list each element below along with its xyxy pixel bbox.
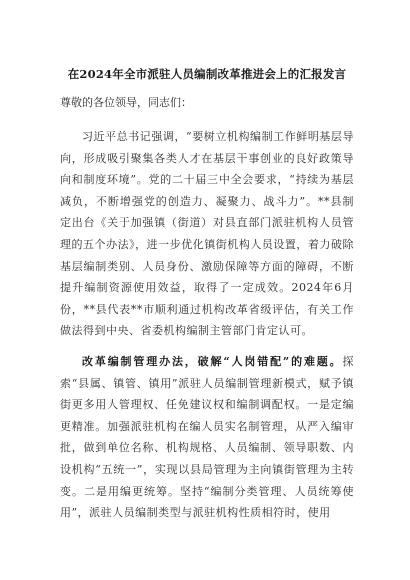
paragraph-intro (60, 126, 354, 342)
salutation: 尊敬的各位领导，同志们： (60, 96, 192, 109)
paragraph-lead-heading: 改革编制管理办法，破解“人岗错配”的难题。 (82, 354, 343, 368)
paragraph-reform (60, 351, 354, 524)
paragraph-body: 探索“县属、镇管、镇用”派驻人员编制管理新模式，赋予镇街更多用人管理权、任免建议权和编制调配权。一是定编更精准。加强派驻机构在编人员实名制管理，从严入编审批，做到单位名称、机构规格、人员编制、领导职数、内设机构“五统一”，实现以县局管理为主向镇街管理为主转变。二是用编更统筹。坚持“编制分类管理、人员统筹使用”，派驻人员编制类型与派驻机构性质相符时，使用 (60, 354, 354, 520)
paragraph-body: 习近平总书记强调，“要树立机构编制工作鲜明基层导向，形成吸引聚集各类人才在基层干事创业的良好政策导向和制度环境”。党的二十届三中全会要求，“持续为基层减负，不断增强党的创造力、凝聚力、战斗力”。**县制定出台《关于加强镇（街道）对县直部门派驻机构人员管理的五个办法》，进一步优化镇街机构人员设置，着力破除基层编制类别、人员身份、激励保障等方面的障碍，不断提升编制资源使用效益，取得了一定成效。2024年6月份，**县代表**市顺利通过机构改革省级评估，有关工作做法得到中央、省委机构编制主管部门肯定认可。 (60, 130, 354, 338)
document-title: 在2024年全市派驻人员编制改革推进会上的汇报发言 (67, 67, 347, 81)
